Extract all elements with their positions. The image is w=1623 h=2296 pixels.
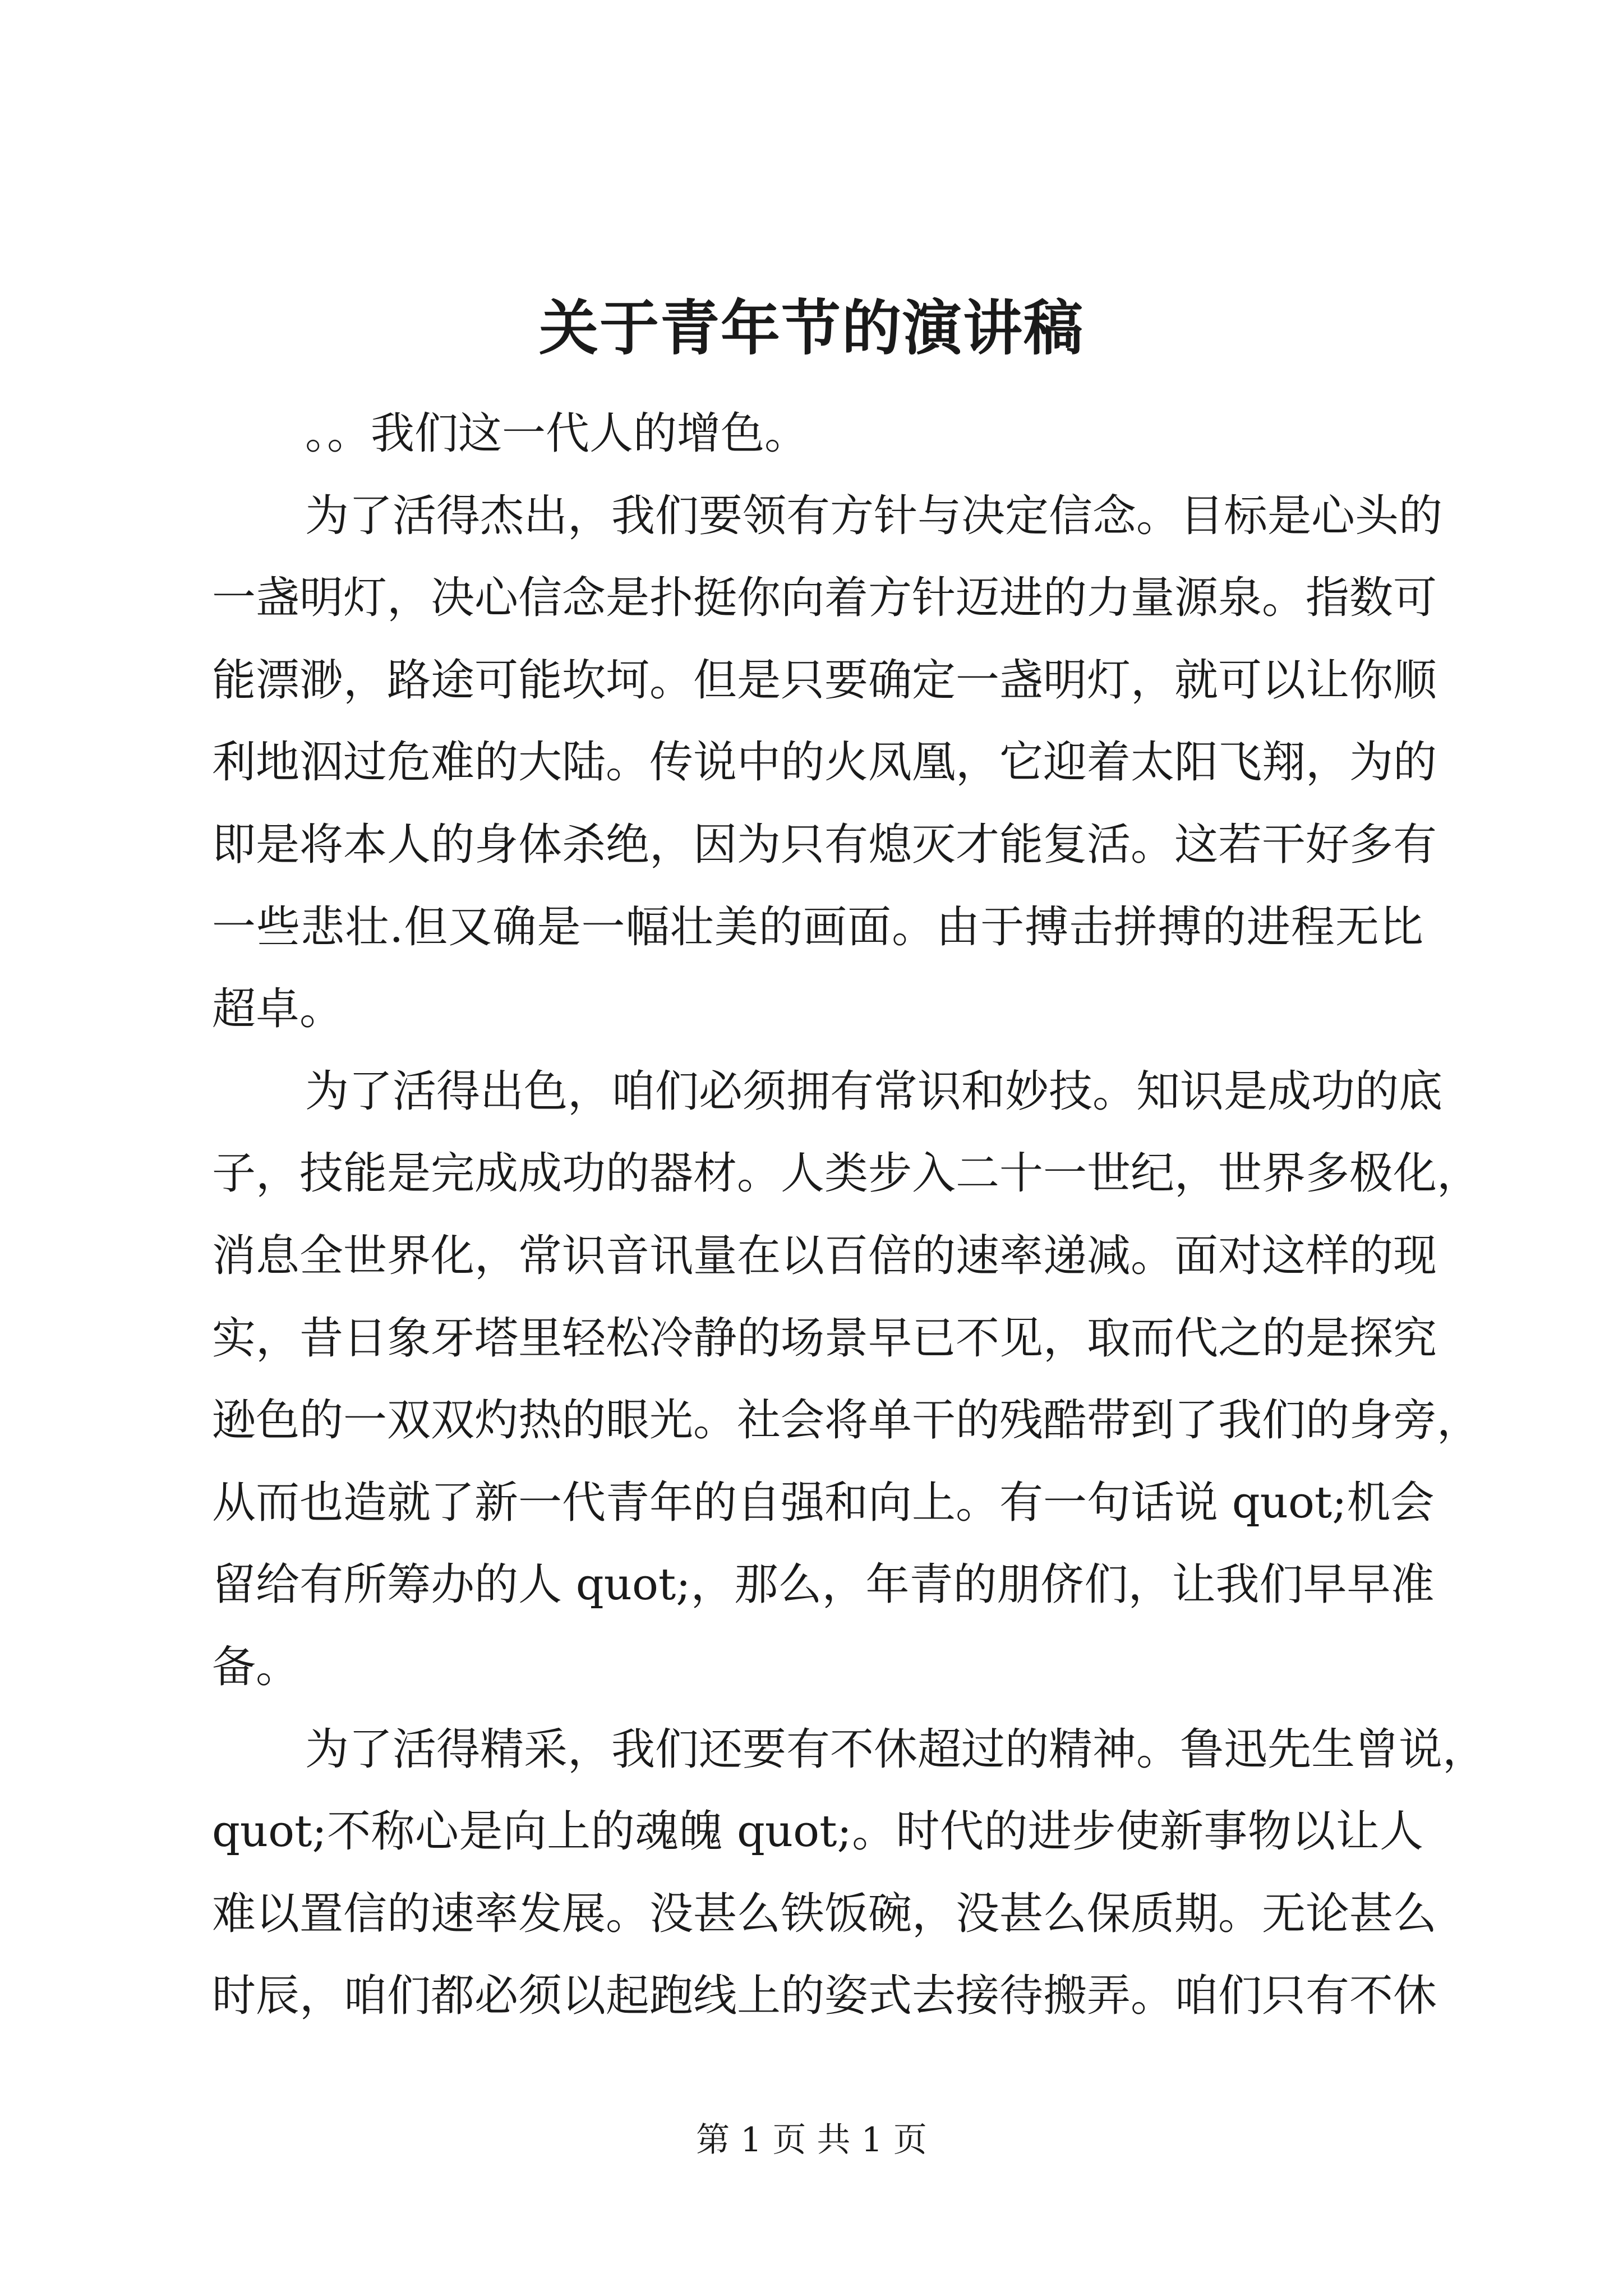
document-title: 关于青年节的演讲稿	[539, 293, 1084, 363]
text-line: 利地泅过危难的大陆。传说中的火凤凰，它迎着太阳飞翔，为的	[212, 737, 1437, 788]
text-line: 能漂渺，路途可能坎坷。但是只要确定一盏明灯，就可以让你顺	[212, 655, 1437, 706]
text-line: 超卓。	[212, 984, 344, 1035]
page-footer: 第 1 页 共 1 页	[696, 2120, 927, 2160]
text-line: 即是将本人的身体杀绝，因为只有熄灭才能复活。这若干好多有	[212, 819, 1437, 870]
document-body	[212, 393, 1487, 2037]
text-line: 留给有所筹办的人 quot;，那么，年青的朋侪们，让我们早早准	[212, 1559, 1435, 1611]
text-line: 时辰，咱们都必须以起跑线上的姿式去接待搬弄。咱们只有不休	[212, 1971, 1437, 2022]
paragraph	[212, 393, 1423, 475]
text-line: 子，技能是完成成功的器材。人类步入二十一世纪，世界多极化，	[212, 1148, 1481, 1199]
text-line: 备。	[212, 1641, 300, 1692]
text-line: 一些悲壮.但又确是一幅壮美的画面。由于搏击拼搏的进程无比	[212, 901, 1423, 953]
text-line: 逊色的一双双灼热的眼光。社会将单干的残酷带到了我们的身旁，	[212, 1395, 1481, 1446]
text-line: 消息全世界化，常识音讯量在以百倍的速率递减。面对这样的现	[212, 1230, 1437, 1281]
text-line: 难以置信的速率发展。没甚么铁饭碗，没甚么保质期。无论甚么	[212, 1888, 1437, 1939]
text-line: 为了活得出色，咱们必须拥有常识和妙技。知识是成功的底	[305, 1066, 1443, 1117]
text-line: quot;不称心是向上的魂魄 quot;。时代的进步使新事物以让人	[212, 1806, 1423, 1857]
text-line: 为了活得精采，我们还要有不休超过的精神。鲁迅先生曾说，	[305, 1724, 1487, 1775]
text-line: 实，昔日象牙塔里轻松冷静的场景早已不见，取而代之的是探究	[212, 1313, 1437, 1364]
text-line: 从而也造就了新一代青年的自强和向上。有一句话说 quot;机会	[212, 1477, 1435, 1528]
text-line: 为了活得杰出，我们要领有方针与决定信念。目标是心头的	[305, 490, 1443, 541]
paragraph	[212, 475, 1443, 1051]
text-line: 一盏明灯，决心信念是扑挺你向着方针迈进的力量源泉。指数可	[212, 573, 1437, 624]
paragraph	[212, 1709, 1487, 2037]
text-line: 。。我们这一代人的增色。	[305, 408, 809, 459]
paragraph	[212, 1051, 1481, 1709]
